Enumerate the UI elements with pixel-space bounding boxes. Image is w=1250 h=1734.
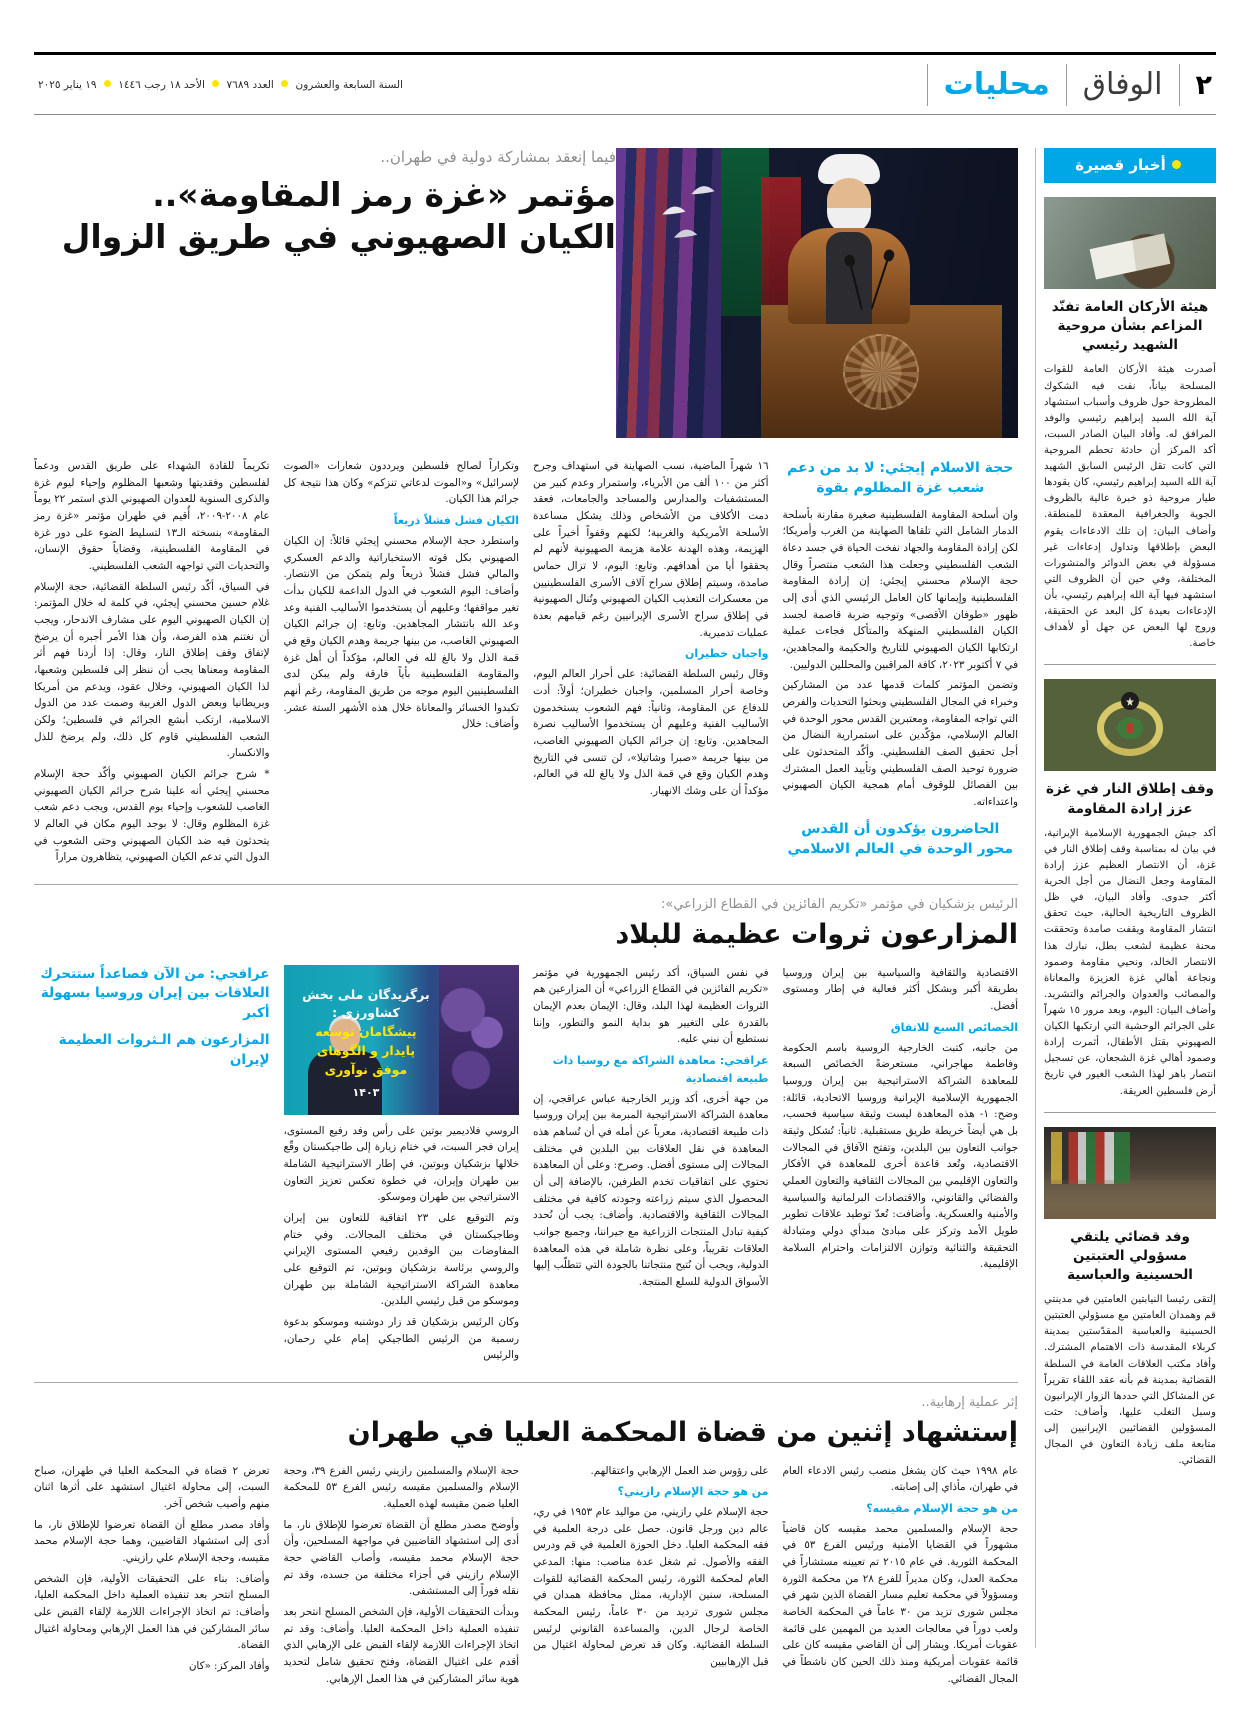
- issue-hijri-date: الأحد ١٨ رجب ١٤٤٦: [118, 79, 205, 91]
- article-farmers: [34, 897, 1018, 1368]
- column-body: [533, 458, 769, 800]
- paragraph: وأفاد المركز: «كان: [188, 1660, 270, 1673]
- article-column: [284, 965, 520, 1368]
- article-kicker: فيما إنعقد بمشاركة دولية في طهران..: [380, 148, 616, 166]
- article-column: [34, 965, 270, 1368]
- paragraph: وقال رئيس السلطة القضائية: على أحرار العالم اليوم، وخاصة أحرار المسلمين، واجبان خطيران؛ أولاً: أدت للدفاع عن المقاومة، وثانياً: فهم الشعوب يستخدمون الأساليب الفنية وعليهم أن يستخدموا الأساليب نصرة المجاهدين. وتابع: إن جرائم الكيان الصهيوني الغاصب، من بينها جريمة «صبرا وشاتيلا»، لن تنسى في التاريخ وهدم الكيان وقع في قمة الذل ولا يالغ لله في العالم، مؤكداً أن على وشك الانهيار.: [533, 668, 769, 797]
- paragraph: واستطرد حجة الإسلام محسني إيجئي قائلاً: إن الكيان الصهيوني بكل قوته الاستخباراتية والدعم العسكري والمالي فشل فشلاً ذريعاً ولم يتمكن من الانتصار. وأضاف: اليوم الشعوب في الدول الداعمة للكيان بدأت تغير مواقفها؛ وعليهم أن يستخدموا الأساليب الفنية وعد وعد الله بانتشار المجاهدين. وتابع: إن جرائم الكيان الصهيوني الغاصب، من بينها جريمة وهدم الكيان وقع في قمة الذل ولا بالغ لله في العالم، مؤكداً أن أهل غزة والمقاومة الفلسطينية بأياً فارقة ولم يبكن لدى الفلسطينيين اليوم موجه من طريق المقاومة، رغم أنهم تكبدوا الخسائر والمعاناة خلال هذه الأشهر الستة عشر. وأضاف: خلال: [283, 534, 519, 731]
- list-item[interactable]: [1044, 1127, 1216, 1470]
- column-body: [284, 458, 520, 733]
- president-agriculture-conference-photo: [284, 965, 520, 1115]
- column-body: [783, 1463, 1019, 1688]
- paragraph: في السياق، أكّد رئيس السلطة القضائية، حجة الإسلام غلام حسين محسني إيجئي، في كلمة له خلال المؤتمر: إن الكيان الصهيوني اليوم على مشارف الاندحار، ويجب أن نغتنم هذه الفرصة، وأن هذا الأمر أجبره أن يرضخ لإتفاق وقف إطلاق النار، وقال: إذا أردنا فهم أثر المقاومة ومعناها يجب أن ننظر إلى فلسطين وشعبها، لذا الكيان الصهيوني، وخلال عقود، ويدعم من أمريكا وبريطانيا وبعض الدول الغربية وصمت عدد من الدول الاسلامية، ارتكب أبشع الجرائم في فلسطين؛ ولكن الشعب الفلسطيني قاوم كل ذلك، ولم يرضخ للذل والانكسار.: [34, 580, 270, 760]
- paragraph: وأوضح مصدر مطلع أن القضاة تعرضوا للإطلاق نار، ما أدى إلى استشهاد القاضيين في مواجهة المسلحين، وأن حجة الإسلام محمد مقيسه، وأصاب القاضي حجة الإسلام رازيني في أجزاء مختلفة من جسده، وقد تم نقله فوراً إلى المستشفى.: [283, 1518, 519, 1598]
- subheading: الخصائص السبع للاتفاق: [890, 1020, 1018, 1034]
- article-gaza-conference: [34, 148, 1018, 870]
- paragraph: وتضمن المؤتمر كلمات قدمها عدد من المشاركين وخبراء في المجال الفلسطيني وبحثوا التحديات والفرص التي تواجه المقاومة، ومعتبرين القدس محور الوحدة في العالم الإسلامي، مؤكّدين على استمرارية النضال من أجل تحقيق الصف الفلسطيني. وأكّد المتحدثون على ضرورة توحيد الصف الفلسطيني وتأييد العمل المشترك بين الفصائل للوقوف أمام همجية الكيان الصهيوني واعتداءاته.: [782, 679, 1018, 809]
- paragraph: حجة الإسلام والمسلمين محمد مقيسه كان قاضياً مشهوراً في القضايا الأمنية ورئيس الفرع ٥٣ في المحكمة الثورية. في عام ٢٠١٥ تم تعيينه مستشاراً في محكمة العدل، وكان مديراً للفرع ٢٨ من محكمة الثورة ومسؤولاً في محكمة تعليم مسار القضاة الذين شهر في مجلس شورى تزيد من ٣٠ عاماً في المحكمة الخاصة ولعب دوراً في معالجات العديد من المهمين على قائمة عقوبات أمريكا. ويشار إلى أن القاضي مقيسه كان على قائمة عقوبات أمريكية ومنذ ذلك الحين كان ناشطاً في المجال القضائي.: [782, 1522, 1018, 1685]
- headline-line-1: مؤتمر «غزة رمز المقاومة»..: [152, 175, 616, 214]
- caption-line-2: پیشگامان توسعه پایدار و الگوهای موفق نوآوری: [315, 1024, 417, 1077]
- article-column: [783, 1463, 1019, 1692]
- masthead-divider-3: [927, 64, 928, 106]
- paragraph: وأضاف: بناء على التحقيقات الأولية، فإن الشخص المسلح انتحر بعد تنفيذه العملية داخل المحكمة العليا، وأضاف: تم اتخاذ الإجراءات اللازمة لإلقاء القبض على سائر المشاركين في هذا العمل الإرهابي ومحاولة اغتيال القضاة.: [34, 1572, 270, 1652]
- paragraph: حجة الإسلام علي رازيني، من مواليد عام ١٩٥٣ في ري، عالم دين ورجل قانون. حصل على درجة العلمية في فقه المحكمة العليا. دخل الحوزة العلمية في قم ودرس الفقه والأصول. ثم شغل عدة مناصب: منها: المدعي العام لمحكمة الثورة، رئيس المحكمة القضائية للقوات المسلحة، سنين الإدارية، ممثل محافظة همدان في مجلس شورى ترديد من ٣٠ عاماً، رئيس المحكمة الخاصة لرجال الدين، والمساعدة القانوني لرئيس السلطة القضائية. وكان قد تعرض لمحاولة اغتيال من قبل الإرهابيين: [533, 1506, 769, 1669]
- article-column: [533, 458, 769, 870]
- list-item[interactable]: [1044, 679, 1216, 1112]
- paragraph: وبدأت التحقيقات الأولية، فإن الشخص المسلح انتحر بعد تنفيذه العملية داخل المحكمة العليا. وأضاف: وقد تم اتخاذ الإجراءات اللازمة لإلقاء القبض على الإرهابي الذي أقدم على اغتيال القضاة، وفتح تحقيق شامل لتحديد هوية سائر المشاركين في هذا العمل الإرهابي.: [283, 1606, 519, 1685]
- article-column: [533, 965, 769, 1368]
- paragraph: من جانبه، كتبت الخارجية الروسية باسم الحكومة وفاطمة مهاجراني، مستعرضةً الخصائص السبعة للمعاهدة الشراكة الاستراتيجية بين إيران وروسيا الجمهورية الإسلامية الإيرانية وروسيا الاتحادية، قائلة: وضح: ١- هذه المعاهدة ليست وثيقة سياسية فحسب، بل هي أيضاً خريطة طريق مستقبلية. ثانياً: تُشكل وثيقة جوانب التعاون بين البلدين، وتفتح الآفاق في المجالات الاقتصادية، وتُعد قاعدة أخرى للمعاهدة في الأفكار والتعاون الإقليمي بين المجالات الثقافية والتعاون العملي والفضائي والقانوني، والاقتصادات البرلمانية والسياسية والأمنية والعسكرية. وأضافت: تُعدّ توطيد علاقات تطوير طويل الأمد وتركز على مبادئ مبدأي دولي ومتبادلة التحقيقة والثنائية وتوازن الالتزامات واحترام السلامة الإقليمية.: [782, 1041, 1018, 1271]
- article-column: [284, 1463, 520, 1692]
- paragraph: حجة الإسلام والمسلمين رازيني رئيس الفرع ٣٩، وحجة الإسلام والمسلمين مقيسه رئيس الفرع ٥٣ للمحكمة العليا ضمن مقيسه لهذه العملية.: [283, 1464, 519, 1510]
- column-body: [284, 1463, 520, 1688]
- side-caption: عراقجي: من الآن فصاعداً ستتحرك العلاقات بين إيران وروسيا بسهولة أكبر: [40, 965, 270, 1021]
- masthead-divider-2: [1066, 64, 1067, 106]
- subheading: عراقجي: معاهدة الشراكة مع روسيا ذات طبيعة اقتصادية: [552, 1054, 769, 1085]
- paragraph: على رؤوس ضد العمل الإرهابي واعتقالهم.: [590, 1464, 769, 1477]
- paragraph: وأفاد مصدر مطلع أن القضاة تعرضوا للإطلاق نار، ما أدى إلى استشهاد القاضيين، وهما حجة الإسلام محمد مقيسه، وحجة الإسلام علي رازيني.: [34, 1518, 270, 1564]
- paragraph: تعرض ٢ قضاة في المحكمة العليا في طهران، صباح السبت، إلى محاولة اغتيال استشهد على أثرها اثنان منهم وأصيب شخص آخر.: [34, 1464, 270, 1510]
- list-item[interactable]: [1044, 197, 1216, 665]
- paragraph: الروسي فلاديمير بوتين على رأس وفد رفيع المستوى، إيران فجر السبت، في ختام زيارة إلى طاجيكستان وقّع خلالها بزشكيان وبوتين، في إطار الاستراتيجية الشاملة بين طهران وإيران، في خطوة تعكس تعزيز التعاون الاستراتيجي بين طهران وموسكو.: [283, 1124, 519, 1204]
- paragraph: من جهة أخرى، أكد وزير الخارجية عباس عراقجي، إن معاهدة الشراكة الاستراتيجية المبرمة بين إيران وروسيا ذات طبيعة اقتصادية، معرباً عن أمله في أن تُساهم هذه المعاهدة في نقل العلاقات بين البلدين في مختلف المجالات إلى مستوى أفضل. وصرح: وعلى أن المعاهدة تحتوي على اتفاقيات تخدم الطرفين، بالإضافة إلى أن المحصول الذي سيتم زراعته وجودته كافية في مختلف المجالات الثقافية والاقتصادية. وأضاف: يجب أن نُحدد كيفية تبادل المنتجات الزراعية مع جيراننا، وجميع جوانب العلاقات تقريباً، وعلى نظرة شاملة في هذه المعاهدة الدولية، ويجب أن نُتيح منتجاتنا بالجودة التي تتطلّب إليها الأسواق الدولية للسلع المنتجة.: [533, 1092, 769, 1289]
- paragraph: في نفس السياق، أكد رئيس الجمهورية في مؤتمر «تكريم الفائزين في القطاع الزراعي» أن المزارعين هم الثروات العظيمة لهذا البلد، وقال: الإيمان بعدم الإيمان بالقدرة على التغيير هو بداية النمو والتطور، وإننا نستطيع أن نبني عليه.: [533, 966, 769, 1046]
- headline-line-2: الكيان الصهيوني في طريق الزوال: [61, 217, 616, 257]
- paragraph: وكان الرئيس بزشكيان قد زار دوشنبه وموسكو بدعوة رسمية من الرئيس الطاجيكي إمام علي رحمان، والرئيس: [283, 1316, 519, 1362]
- speaker-figure: [785, 154, 913, 322]
- column-body: [284, 1123, 520, 1364]
- subheading: واجبان خطيران: [684, 647, 769, 661]
- paper-name: الوفاق: [1082, 67, 1163, 102]
- sidebar-item-body: إلتقى رئيسا النيابتين العامتين في مدينتي قم وهمدان العامتين مع مسؤولي العتبتين الحسينية والعباسية المقدّستين بمدينة كربلاء المقدسة ذات الاهتمام المشترك. وأفاد مكتب العلاقات العامة في السلطة القضائية بمدينة قم بأنه عقد اللقاء تقريراً عن المشاكل التي حددها الزوار الإيرانيون وسبل التغلب عليها، وأضاف: حثت المسؤولين القضائيين الإيرانيين إلى متابعة ملف زيادة التعاون في المجال القضائي.: [1044, 1294, 1216, 1467]
- article-column: [533, 1463, 769, 1692]
- iranian-army-emblem-icon: [1097, 694, 1163, 756]
- issue-gregorian-date: ١٩ يناير ٢٠٢٥: [38, 79, 97, 91]
- judicial-delegation-meeting-photo: [1044, 1127, 1216, 1219]
- caption-line-1: برگزیدگان ملی بخش کشاورزی :: [302, 986, 430, 1021]
- pull-quote: حجة الاسلام إيجئي: لا بد من دعم شعب غزة المظلوم بقوة: [787, 460, 1014, 497]
- sidebar-item-title: وقف إطلاق النار في غزة عزز إرادة المقاومة: [1046, 781, 1214, 817]
- column-body: [783, 507, 1019, 811]
- bullet-dot-icon: [212, 80, 219, 87]
- caption-year: ۱۴۰۳: [352, 1086, 380, 1100]
- column-body: [34, 1463, 270, 1675]
- sidebar-short-news: [1044, 148, 1216, 1469]
- subheading: من هو حجة الإسلام مقيسه؟: [866, 1501, 1018, 1515]
- paragraph: عام ١٩٩٨ حيث كان يشغل منصب رئيس الادعاء العام في طهران، مأذاي إلى إصابته.: [782, 1464, 1018, 1494]
- paragraph: ١٦ شهراً الماضية، نسب الصهاينة في استهداف وجرح أكثر من ١٠٠ ألف من الأبرياء، واستمرار وعدم كبير من المستشفيات والمدارس والمساجد والجامعات، فعقد دمت الأكلاف من الأشخاص وذلك يشكل مساعدة الأسلحة الأمريكية والغربية؛ لكنهم وقفواً أخيراً على الهزيمة، وهذه الهدنة علامة هزيمة الصهيونية لأنهم لم يحققوا أيا من أهدافهم. وتابع: اليوم، لا تزال حماس صامدة، وسيتم إطلاق سراح آلاف الأسرى الفلسطينيين من معسكرات التعذيب الكيان الصهيوني وتُنال الصهيونية في إطلاق سراح الأسرى الإيرانيين رغم قيامهم بعدة عمليات تدميرية.: [533, 460, 769, 639]
- bullet-dot-icon: [281, 80, 288, 87]
- sidebar-banner: [1044, 148, 1216, 183]
- page-number: ٢: [1195, 69, 1212, 101]
- paragraph: * شرح جرائم الكيان الصهيوني وأكّد حجة الإسلام محسني إيجئي أنه علينا شرح جرائم الكيان الصهيوني الغاصب للشعوب وإحياء يوم القدس، ويجب دعم شعب غزة المظلوم وقال: لا بوجد اليوم مكان في العالم لا يتحدثون فيه ضد الكيان الصهيوني وحتى الشعوب في الدول التي تدعم الكيان الصهيوني، يتظاهرون مراراً: [34, 768, 270, 864]
- paragraph: وتم التوقيع على ٢٣ اتفاقية للتعاون بين إيران وطاجيكستان في مختلف المجالات. وفي ختام المفاوضات بين الوفدين رفيعي المستوى الإيراني والروسي برئاسة بزشكيان وبوتين، تم التوقيع على معاهدة الشراكة الاستراتيجية الشاملة بين طهران وموسكو من قبل رئيسي البلدين.: [283, 1212, 519, 1308]
- sidebar-item-body: أكد جيش الجمهورية الإسلامية الإيرانية، في بيان له بمناسبة وقف إطلاق النار في غزة، أن الانتصار العظيم عزز إرادة المقاومة وجعل النضال من أجل الحرية أكثر جدوى. وأفاد البيان، في ظل الظروف التاريخية الحالية، حيث تحقق انتشار المقاومة ويقفت صامدة وتحققت محنة عظيمة لشعب بطل، نبارك هذا الانتصار الخالد، ونحيي مقاومة وصمود ونجاعة أهالي غزة العزيزة والمعاناة والمصائب والعدوان والجرائم والتشريد. وأضاف البيان: اليوم، وبعد مرور ١٥ شهراً على الجرائم الوحشية التي ارتكبها الكيان الصهيوني بقتل الأطفال، أثمرت إرادة وصمود أهالي غزة الشجعان، عن تسجيل انتصار باهر لهذا الشعب الغيور في تاريخ أرض فلسطين العريقة.: [1044, 827, 1216, 1097]
- article-column: [783, 965, 1019, 1368]
- paragraph: الاقتصادية والثقافية والسياسية بين إيران وروسيا بطريقة أكبر وبشكل أكثر فعالية في إطار ومستوى أفضل.: [782, 966, 1018, 1013]
- page-title: المزارعون ثروات عظيمة للبلاد: [615, 919, 1018, 951]
- masthead-top-rule: [34, 52, 1216, 55]
- article-column: [34, 458, 270, 870]
- subheading: الكيان فشل فشلاً ذريعاً: [393, 514, 519, 528]
- conference-speaker-photo: [616, 148, 1018, 438]
- subheading: من هو حجة الإسلام رازيني؟: [617, 1485, 769, 1499]
- divider: [1044, 664, 1216, 665]
- article-column: [34, 1463, 270, 1692]
- side-caption-secondary: المزارعون هم الـثروات العظيمة لإيران: [58, 1032, 270, 1068]
- doves-graphic-icon: [640, 171, 801, 258]
- army-emblem-photo: [1044, 679, 1216, 771]
- sidebar-item-title: هيئة الأركان العامة تفنّد المزاعم بشأن مروحية الشهيد رئيسي: [1051, 299, 1209, 354]
- bullet-dot-icon: [1172, 160, 1181, 169]
- column-body: [533, 1463, 769, 1671]
- article-kicker: الرئيس بزشكيان في مؤتمر «تكريم الفائزين في القطاع الزراعي»:: [661, 897, 1018, 913]
- column-body: [533, 965, 769, 1291]
- article-kicker: إثر عملية إرهابية..: [921, 1395, 1018, 1411]
- article-column: [284, 458, 520, 870]
- masthead-divider-1: [1179, 64, 1180, 106]
- masthead: [34, 52, 1216, 114]
- masthead-bottom-rule: [34, 114, 1216, 115]
- section-divider: [34, 1382, 1018, 1383]
- pull-quote: الحاضرون يؤكدون أن القدس محور الوحدة في العالم الاسلامي: [787, 820, 1014, 857]
- sidebar-divider: [1035, 148, 1036, 1648]
- article-column: [783, 458, 1019, 870]
- section-divider: [34, 884, 1018, 885]
- helicopter-wreckage-photo: [1044, 197, 1216, 289]
- sidebar-banner-label: أخبار قصيرة: [1075, 156, 1166, 174]
- photo-overlay-caption: [298, 986, 435, 1102]
- paragraph: وان أسلحة المقاومة الفلسطينية صغيرة مقارنة بأسلحة الدمار الشامل التي تلقاها الصهاينة من الغرب وأمريكا؛ لكن إرادة المقاومة والجهاد نفخت الحياة في جسد دعاة الشعب الفلسطيني وجعلت هذا الشعب منتصراً وقال حجة الإسلام محسني إيجئي: إن إرادة المقاومة الفلسطينية وإيمانها كان العامل الرئيسي الذي أدى إلى ظهور «طوفان الأقصى» وتوجيه ضربة قاصمة لجسد الكيان الفلسطيني المنهكة والمتأكل فجاءت عملية ارتكابها الكيان الصهيوني للتاريخ والحكيمة والمجاهدين، في ٧ أكتوبر ٢٠٢٣، كافة المراقبين والمحللين الدوليين.: [782, 508, 1018, 671]
- divider: [1044, 1112, 1216, 1113]
- paragraph: تكريماً للقادة الشهداء على طريق القدس ودعماً لفلسطين وفقديتها وشعبها المظلوم وإحياء ليوم غزة والذكرى السنوية للعدوان الصهيوني الذي استمر ٢٢ يوماً عام ٢٠٠٨-٢٠٠٩، أُقيم في طهران مؤتمر «غزة رمز المقاومة» بنسخته الـ١٣ لتسليط الضوء على دور غزة في المقاومة الفلسطينية، وفضاياً حقوق الإنسان، والتحديات التي تواجهه الشعب الفلسطيني.: [34, 460, 270, 573]
- column-body: [34, 458, 270, 866]
- paragraph: وتكراراً لصالح فلسطين ويرددون شعارات «الصوت لإسرائيل» و«الموت لدعاتي تنزكم» وكان هذا نتيجة كل جرائم هذا الكيان.: [283, 460, 519, 506]
- article-judges: [34, 1395, 1018, 1691]
- column-body: [783, 965, 1019, 1273]
- page-title: [34, 174, 616, 258]
- sidebar-item-body: أصدرت هيئة الأركان العامة للقوات المسلحة بياناً، نفت فيه الشكوك المطروحة حول ظروف وأسباب استشهاد آية الله السيد إبراهيم رئيسي والوفد المرافق له. وأفاد البيان الصادر السبت، أكد المركز أن حادثة تحطم المروحية التي كانت تقل الرئيس السابق الشهيد آية الله السيد إبراهيم رئيسي، كان يقودها طيار مروحية ذو خبرة عالية بالظروف الجوية والجغرافية المعقدة للمنطقة. وأضاف البيان: إن تلك الادعاءات يقوم البعض بإطلاقها وتداول إدعاءات غير مسؤولة في بعض الدوائر والمنشورات المختلفة، وفي حين أن الظروف التي استشهد فيها آية الله إبراهيم رئيسي، بأن الإدعاءات بعيدة كل البعد عن الحقيقة، وروج لها البعض عن جهل أو لأهداف خاصة.: [1044, 364, 1216, 650]
- issue-year: السنة السابعة والعشرون: [295, 79, 403, 91]
- issue-number: العدد ٧٦٨٩: [226, 79, 274, 91]
- bullet-dot-icon: [104, 80, 111, 87]
- sidebar-item-title: وفد قضائي يلتقي مسؤولي العتبتين الحسينية والعباسية: [1067, 1228, 1193, 1283]
- main-content: [34, 148, 1018, 1692]
- issue-info: [34, 79, 927, 91]
- page-title: إستشهاد إثنين من قضاة المحكمة العليا في طهران: [347, 1417, 1018, 1449]
- section-name: محليات: [943, 67, 1050, 102]
